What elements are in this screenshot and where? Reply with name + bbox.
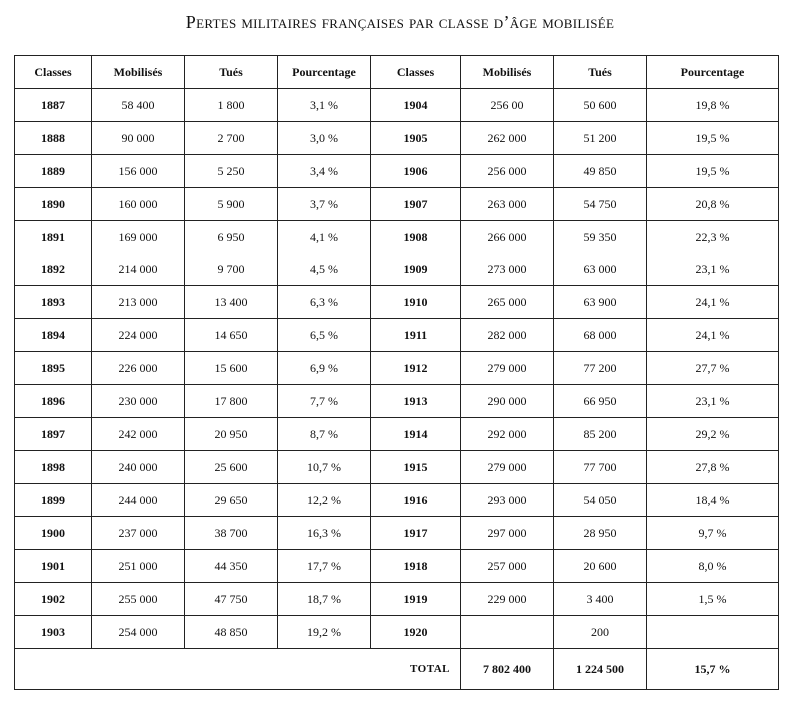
cell-tues-2: 49 850 xyxy=(554,155,647,188)
table-row xyxy=(15,418,779,451)
cell-classe-2: 1911 xyxy=(371,319,461,352)
cell-tues: 25 600 xyxy=(185,451,278,484)
cell-classe: 1893 xyxy=(15,286,92,319)
cell-classe: 1898 xyxy=(15,451,92,484)
cell-tues-2: 68 000 xyxy=(554,319,647,352)
header-tues-2: Tués xyxy=(554,56,647,89)
cell-mobilises-2: 257 000 xyxy=(461,550,554,583)
table-row xyxy=(15,451,779,484)
total-spacer xyxy=(15,649,371,690)
cell-mobilises: 242 000 xyxy=(92,418,185,451)
cell-pourcentage: 12,2 % xyxy=(278,484,371,517)
cell-classe: 1894 xyxy=(15,319,92,352)
cell-mobilises-2: 279 000 xyxy=(461,352,554,385)
cell-classe: 1890 xyxy=(15,188,92,221)
cell-tues: 29 650 xyxy=(185,484,278,517)
cell-mobilises-2: 265 000 xyxy=(461,286,554,319)
cell-mobilises: 251 000 xyxy=(92,550,185,583)
cell-pourcentage-2 xyxy=(647,616,779,649)
cell-classe-2: 1919 xyxy=(371,583,461,616)
cell-pourcentage: 4,5 % xyxy=(278,253,371,286)
cell-mobilises: 240 000 xyxy=(92,451,185,484)
cell-pourcentage-2: 24,1 % xyxy=(647,319,779,352)
cell-pourcentage: 3,4 % xyxy=(278,155,371,188)
cell-mobilises-2: 256 00 xyxy=(461,89,554,122)
table-row xyxy=(15,155,779,188)
table-row xyxy=(15,484,779,517)
cell-mobilises-2: 262 000 xyxy=(461,122,554,155)
cell-pourcentage-2: 19,5 % xyxy=(647,155,779,188)
cell-tues: 9 700 xyxy=(185,253,278,286)
cell-mobilises-2: 266 000 xyxy=(461,221,554,254)
cell-mobilises: 244 000 xyxy=(92,484,185,517)
total-row xyxy=(15,649,779,690)
cell-pourcentage-2: 9,7 % xyxy=(647,517,779,550)
cell-classe: 1896 xyxy=(15,385,92,418)
cell-mobilises: 58 400 xyxy=(92,89,185,122)
table-row xyxy=(15,253,779,286)
cell-mobilises: 230 000 xyxy=(92,385,185,418)
cell-classe-2: 1920 xyxy=(371,616,461,649)
cell-tues-2: 63 000 xyxy=(554,253,647,286)
cell-classe-2: 1910 xyxy=(371,286,461,319)
header-mobilises-2: Mobilisés xyxy=(461,56,554,89)
cell-tues-2: 28 950 xyxy=(554,517,647,550)
cell-pourcentage-2: 22,3 % xyxy=(647,221,779,254)
cell-classe-2: 1912 xyxy=(371,352,461,385)
cell-mobilises-2: 273 000 xyxy=(461,253,554,286)
cell-classe-2: 1905 xyxy=(371,122,461,155)
cell-classe: 1899 xyxy=(15,484,92,517)
cell-mobilises-2: 256 000 xyxy=(461,155,554,188)
cell-tues-2: 66 950 xyxy=(554,385,647,418)
cell-classe-2: 1907 xyxy=(371,188,461,221)
total-tues: 1 224 500 xyxy=(554,649,647,690)
header-row xyxy=(15,56,779,89)
cell-tues: 17 800 xyxy=(185,385,278,418)
cell-classe-2: 1916 xyxy=(371,484,461,517)
cell-pourcentage-2: 19,8 % xyxy=(647,89,779,122)
cell-classe: 1888 xyxy=(15,122,92,155)
table-row xyxy=(15,385,779,418)
cell-tues-2: 54 750 xyxy=(554,188,647,221)
cell-pourcentage-2: 8,0 % xyxy=(647,550,779,583)
cell-mobilises: 237 000 xyxy=(92,517,185,550)
cell-pourcentage: 4,1 % xyxy=(278,221,371,254)
header-tues: Tués xyxy=(185,56,278,89)
table-row xyxy=(15,550,779,583)
cell-pourcentage-2: 23,1 % xyxy=(647,253,779,286)
cell-mobilises-2: 292 000 xyxy=(461,418,554,451)
cell-classe-2: 1915 xyxy=(371,451,461,484)
cell-classe-2: 1906 xyxy=(371,155,461,188)
cell-tues-2: 77 700 xyxy=(554,451,647,484)
table-row xyxy=(15,122,779,155)
cell-pourcentage: 8,7 % xyxy=(278,418,371,451)
header-pourcentage: Pourcentage xyxy=(278,56,371,89)
cell-mobilises: 255 000 xyxy=(92,583,185,616)
cell-mobilises-2: 297 000 xyxy=(461,517,554,550)
table-row xyxy=(15,583,779,616)
cell-mobilises-2: 229 000 xyxy=(461,583,554,616)
cell-tues: 20 950 xyxy=(185,418,278,451)
cell-tues-2: 20 600 xyxy=(554,550,647,583)
total-label: TOTAL xyxy=(371,649,461,690)
cell-pourcentage-2: 29,2 % xyxy=(647,418,779,451)
cell-tues: 1 800 xyxy=(185,89,278,122)
cell-classe: 1889 xyxy=(15,155,92,188)
cell-tues-2: 77 200 xyxy=(554,352,647,385)
cell-pourcentage: 16,3 % xyxy=(278,517,371,550)
table-row xyxy=(15,352,779,385)
header-mobilises: Mobilisés xyxy=(92,56,185,89)
total-pourcentage: 15,7 % xyxy=(647,649,779,690)
cell-tues: 44 350 xyxy=(185,550,278,583)
cell-tues: 15 600 xyxy=(185,352,278,385)
total-mobilises: 7 802 400 xyxy=(461,649,554,690)
cell-mobilises-2 xyxy=(461,616,554,649)
cell-classe-2: 1909 xyxy=(371,253,461,286)
cell-classe-2: 1917 xyxy=(371,517,461,550)
cell-tues-2: 85 200 xyxy=(554,418,647,451)
cell-mobilises-2: 279 000 xyxy=(461,451,554,484)
table-row xyxy=(15,286,779,319)
cell-pourcentage: 6,5 % xyxy=(278,319,371,352)
cell-mobilises-2: 293 000 xyxy=(461,484,554,517)
table-row xyxy=(15,517,779,550)
header-classes: Classes xyxy=(15,56,92,89)
cell-classe-2: 1904 xyxy=(371,89,461,122)
cell-tues-2: 50 600 xyxy=(554,89,647,122)
table-row xyxy=(15,319,779,352)
cell-tues-2: 200 xyxy=(554,616,647,649)
cell-pourcentage-2: 18,4 % xyxy=(647,484,779,517)
cell-classe-2: 1918 xyxy=(371,550,461,583)
cell-tues-2: 59 350 xyxy=(554,221,647,254)
header-pourcentage-2: Pourcentage xyxy=(647,56,779,89)
cell-tues: 47 750 xyxy=(185,583,278,616)
cell-tues: 48 850 xyxy=(185,616,278,649)
table-row xyxy=(15,89,779,122)
cell-pourcentage: 19,2 % xyxy=(278,616,371,649)
cell-mobilises: 90 000 xyxy=(92,122,185,155)
cell-mobilises-2: 263 000 xyxy=(461,188,554,221)
cell-tues: 38 700 xyxy=(185,517,278,550)
cell-classe: 1887 xyxy=(15,89,92,122)
cell-pourcentage: 6,9 % xyxy=(278,352,371,385)
cell-pourcentage-2: 19,5 % xyxy=(647,122,779,155)
cell-pourcentage: 6,3 % xyxy=(278,286,371,319)
cell-tues: 13 400 xyxy=(185,286,278,319)
losses-table xyxy=(14,55,779,690)
cell-mobilises: 214 000 xyxy=(92,253,185,286)
page-title: Pertes militaires françaises par classe d’âge mobilisée xyxy=(185,12,615,32)
cell-tues: 6 950 xyxy=(185,221,278,254)
cell-pourcentage: 18,7 % xyxy=(278,583,371,616)
cell-classe: 1895 xyxy=(15,352,92,385)
cell-pourcentage-2: 24,1 % xyxy=(647,286,779,319)
cell-pourcentage: 3,1 % xyxy=(278,89,371,122)
cell-pourcentage-2: 23,1 % xyxy=(647,385,779,418)
cell-mobilises: 226 000 xyxy=(92,352,185,385)
cell-classe-2: 1914 xyxy=(371,418,461,451)
cell-pourcentage: 3,0 % xyxy=(278,122,371,155)
cell-pourcentage: 7,7 % xyxy=(278,385,371,418)
header-classes-2: Classes xyxy=(371,56,461,89)
cell-classe: 1901 xyxy=(15,550,92,583)
table-row xyxy=(15,188,779,221)
cell-classe: 1900 xyxy=(15,517,92,550)
cell-mobilises: 213 000 xyxy=(92,286,185,319)
cell-pourcentage-2: 27,7 % xyxy=(647,352,779,385)
cell-classe: 1903 xyxy=(15,616,92,649)
cell-mobilises: 224 000 xyxy=(92,319,185,352)
cell-mobilises: 160 000 xyxy=(92,188,185,221)
cell-tues-2: 3 400 xyxy=(554,583,647,616)
cell-classe-2: 1908 xyxy=(371,221,461,254)
cell-tues: 5 900 xyxy=(185,188,278,221)
cell-classe-2: 1913 xyxy=(371,385,461,418)
cell-tues-2: 63 900 xyxy=(554,286,647,319)
cell-mobilises: 169 000 xyxy=(92,221,185,254)
cell-pourcentage-2: 20,8 % xyxy=(647,188,779,221)
cell-pourcentage: 17,7 % xyxy=(278,550,371,583)
cell-pourcentage-2: 1,5 % xyxy=(647,583,779,616)
table-row xyxy=(15,221,779,254)
cell-pourcentage-2: 27,8 % xyxy=(647,451,779,484)
cell-classe: 1902 xyxy=(15,583,92,616)
cell-mobilises-2: 282 000 xyxy=(461,319,554,352)
cell-tues: 14 650 xyxy=(185,319,278,352)
cell-mobilises: 254 000 xyxy=(92,616,185,649)
cell-classe: 1891 xyxy=(15,221,92,254)
cell-pourcentage: 10,7 % xyxy=(278,451,371,484)
cell-mobilises-2: 290 000 xyxy=(461,385,554,418)
cell-classe: 1897 xyxy=(15,418,92,451)
table-row xyxy=(15,616,779,649)
cell-tues: 2 700 xyxy=(185,122,278,155)
cell-classe: 1892 xyxy=(15,253,92,286)
cell-tues-2: 51 200 xyxy=(554,122,647,155)
cell-mobilises: 156 000 xyxy=(92,155,185,188)
cell-tues-2: 54 050 xyxy=(554,484,647,517)
cell-tues: 5 250 xyxy=(185,155,278,188)
cell-pourcentage: 3,7 % xyxy=(278,188,371,221)
